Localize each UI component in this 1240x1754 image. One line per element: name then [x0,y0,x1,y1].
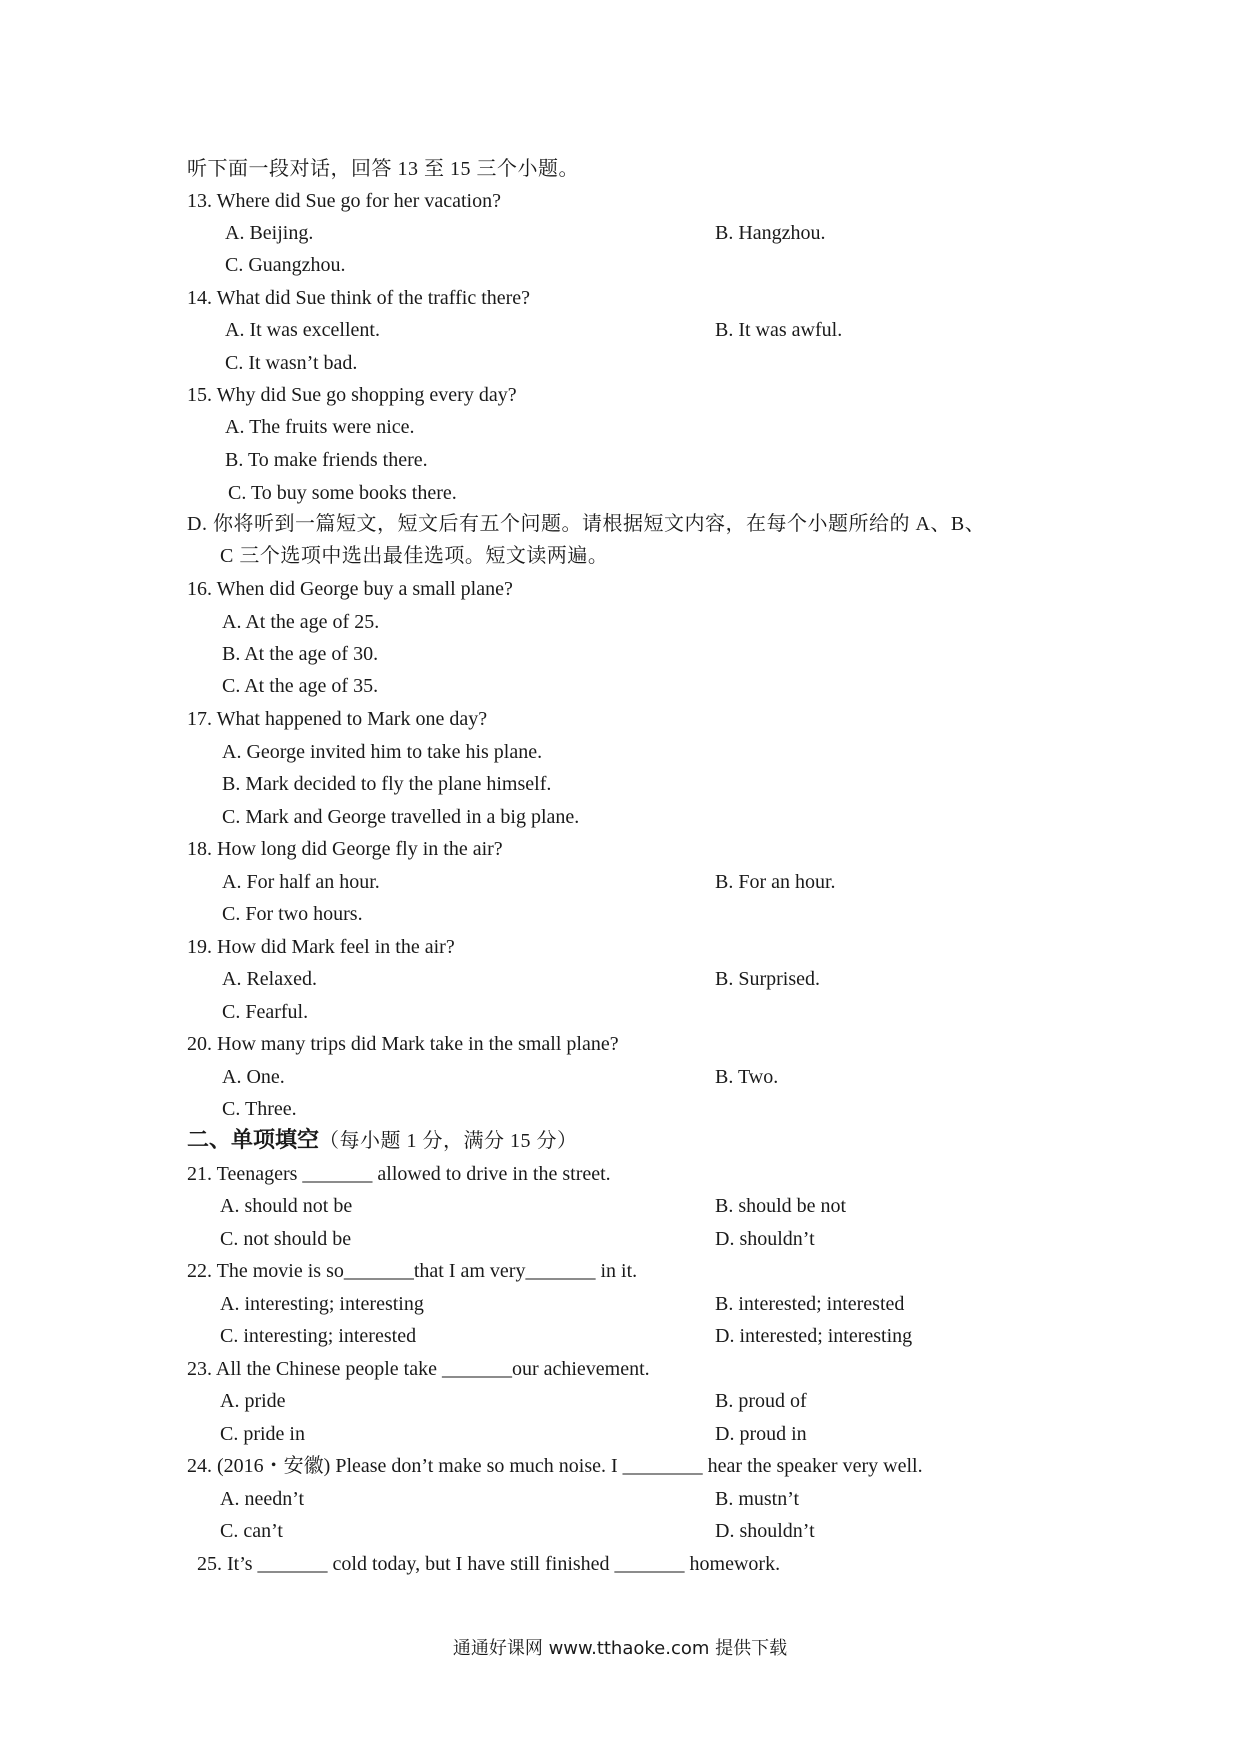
question-14-stem: 14. What did Sue think of the traffic there? [187,287,531,309]
question-25-stem: 25. It’s _______ cold today, but I have still finished _______ homework. [197,1553,781,1575]
question-18-option-c: C. For two hours. [222,903,363,925]
question-20-option-a: A. One. [222,1066,285,1088]
question-21-option-c: C. not should be [220,1228,352,1250]
question-14-option-c: C. It wasn’t bad. [225,352,358,374]
question-16-option-a: A. At the age of 25. [222,611,380,633]
question-23-option-b: B. proud of [715,1390,807,1412]
question-19-stem: 19. How did Mark feel in the air? [187,936,455,958]
question-22-option-b: B. interested; interested [715,1293,905,1315]
question-19-option-a: A. Relaxed. [222,968,317,990]
question-21-option-d: D. shouldn’t [715,1228,815,1250]
question-22-option-d: D. interested; interesting [715,1325,913,1347]
question-15-stem: 15. Why did Sue go shopping every day? [187,384,517,406]
question-15-option-b: B. To make friends there. [225,449,428,471]
part-2-heading [187,1128,578,1154]
question-24-option-a: A. needn’t [220,1488,305,1510]
question-24-option-b: B. mustn’t [715,1488,800,1510]
question-19-option-b: B. Surprised. [715,968,820,990]
part-2-title: 二、单项填空 [187,1128,320,1153]
section-d-instruction-line-2: C 三个选项中选出最佳选项。短文读两遍。 [220,545,609,567]
question-18-stem: 18. How long did George fly in the air? [187,838,503,860]
question-17-option-c: C. Mark and George travelled in a big plane. [222,806,580,828]
question-22-option-c: C. interesting; interested [220,1325,417,1347]
question-21-stem: 21. Teenagers _______ allowed to drive in the street. [187,1163,611,1185]
question-23-option-c: C. pride in [220,1423,305,1445]
question-17-option-a: A. George invited him to take his plane. [222,741,543,763]
question-21-option-b: B. should be not [715,1195,847,1217]
question-13-stem: 13. Where did Sue go for her vacation? [187,190,501,212]
question-18-option-a: A. For half an hour. [222,871,380,893]
question-22-option-a: A. interesting; interesting [220,1293,424,1315]
question-23-option-d: D. proud in [715,1423,807,1445]
question-18-option-b: B. For an hour. [715,871,836,893]
question-19-option-c: C. Fearful. [222,1001,309,1023]
question-15-option-c: C. To buy some books there. [228,482,457,504]
page-footer: 通通好课网 www.tthaoke.com 提供下载 [452,1638,788,1659]
question-16-option-c: C. At the age of 35. [222,675,379,697]
question-16-option-b: B. At the age of 30. [222,643,379,665]
section-c-instruction: 听下面一段对话，回答 13 至 15 三个小题。 [187,158,579,180]
question-14-option-a: A. It was excellent. [225,319,380,341]
question-13-option-a: A. Beijing. [225,222,314,244]
question-24-stem: 24. (2016・安徽) Please don’t make so much noise. I ________ hear the speaker very well. [187,1455,923,1477]
question-21-option-a: A. should not be [220,1195,353,1217]
question-22-stem: 22. The movie is so_______that I am very_______ in it. [187,1260,638,1282]
question-14-option-b: B. It was awful. [715,319,843,341]
question-23-option-a: A. pride [220,1390,286,1412]
question-17-stem: 17. What happened to Mark one day? [187,708,488,730]
question-23-stem: 23. All the Chinese people take _______our achievement. [187,1358,650,1380]
question-20-option-c: C. Three. [222,1098,297,1120]
question-13-option-c: C. Guangzhou. [225,254,346,276]
question-13-option-b: B. Hangzhou. [715,222,826,244]
question-24-option-c: C. can’t [220,1520,283,1542]
section-d-instruction-line-1: D. 你将听到一篇短文，短文后有五个问题。请根据短文内容，在每个小题所给的 A、B、 [187,513,986,535]
question-24-option-d: D. shouldn’t [715,1520,815,1542]
question-20-option-b: B. Two. [715,1066,779,1088]
question-20-stem: 20. How many trips did Mark take in the small plane? [187,1033,619,1055]
question-17-option-b: B. Mark decided to fly the plane himself. [222,773,552,795]
part-2-scoring-note: （每小题 1 分，满分 15 分） [319,1130,578,1152]
question-16-stem: 16. When did George buy a small plane? [187,578,513,600]
question-15-option-a: A. The fruits were nice. [225,416,415,438]
